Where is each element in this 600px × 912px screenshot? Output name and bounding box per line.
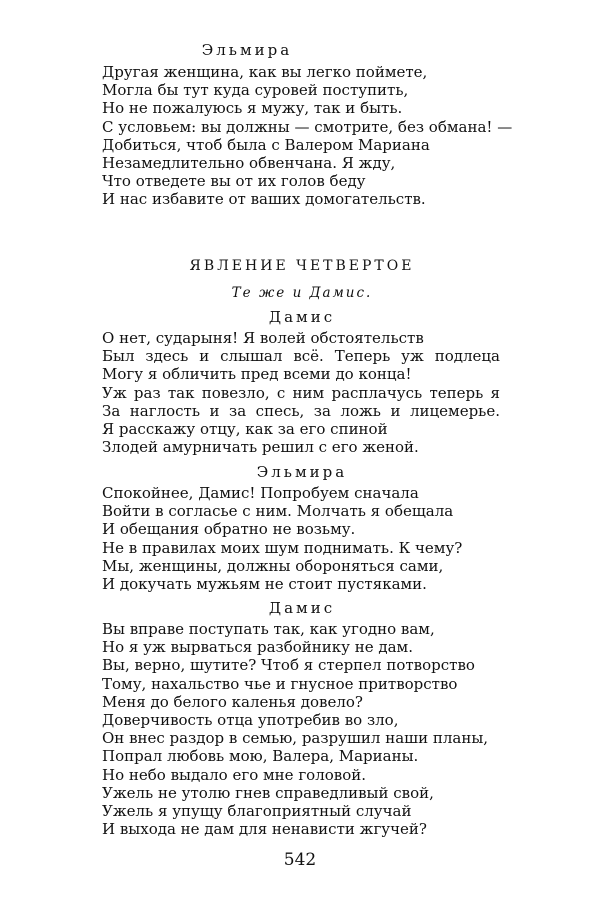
verse-line: Вы вправе поступать так, как угодно вам,: [102, 620, 435, 638]
verse-block: [102, 484, 522, 593]
speaker-name: Эльмира: [256, 463, 348, 481]
verse-line: Доверчивость отца употребив во зло,: [102, 711, 399, 730]
verse-line: И нас избавите от ваших домогательств.: [102, 190, 426, 209]
verse-line: Но не пожалуюсь я мужу, так и быть.: [102, 99, 403, 118]
verse-line: Но небо выдало его мне головой.: [102, 765, 367, 784]
page-number: 542: [283, 850, 317, 870]
verse-line: И докучать мужьям не стоит пустяками.: [102, 575, 427, 594]
verse-line: Злодей амурничать решил с его женой.: [102, 438, 419, 457]
verse-line: Ужель я упущу благоприятный случай: [102, 802, 412, 821]
verse-line: Вы, верно, шутите? Чтоб я стерпел потворство: [102, 656, 475, 675]
speaker-name: Дамис: [268, 599, 336, 617]
verse-block: [102, 63, 522, 209]
verse-line: И обещания обратно не возьму.: [102, 520, 356, 539]
speaker-name: Дамис: [268, 308, 336, 326]
verse-line: Добиться, чтоб была с Валером Мариана: [102, 135, 430, 154]
verse-line: За наглость и за спесь, за ложь и лицемерье.: [102, 401, 500, 420]
verse-line: Незамедлительно обвенчана. Я жду,: [102, 154, 396, 173]
verse-line: Был здесь и слышал всё. Теперь уж подлеца: [102, 347, 500, 366]
verse-block: [102, 329, 500, 456]
verse-line: Могу я обличить пред всеми до конца!: [102, 365, 412, 384]
verse-line: Тому, нахальство чье и гнусное притворство: [102, 674, 458, 693]
verse-block: [102, 620, 522, 838]
verse-line: Другая женщина, как вы легко поймете,: [102, 63, 428, 81]
verse-line: Я расскажу отцу, как за его спиной: [102, 420, 388, 439]
verse-line: Что отведете вы от их голов беду: [102, 172, 366, 191]
verse-line: Не в правилах моих шум поднимать. К чему?: [102, 538, 463, 557]
verse-line: С условьем: вы должны — смотрите, без обмана! —: [102, 117, 513, 136]
speaker-name: Эльмира: [201, 41, 293, 59]
verse-line: И выхода не дам для ненависти жгучей?: [102, 820, 427, 839]
verse-line: Могла бы тут куда суровей поступить,: [102, 81, 409, 100]
verse-line: Мы, женщины, должны обороняться сами,: [102, 556, 444, 575]
verse-line: Попрал любовь мою, Валера, Марианы.: [102, 747, 419, 766]
verse-line: Спокойнее, Дамис! Попробуем сначала: [102, 484, 419, 502]
stage-direction: Те же и Дамис.: [231, 285, 373, 301]
verse-line: О нет, сударыня! Я волей обстоятельств: [102, 329, 424, 347]
verse-line: Войти в согласье с ним. Молчать я обещала: [102, 502, 454, 521]
verse-line: Меня до белого каленья довело?: [102, 692, 363, 711]
verse-line: Он внес раздор в семью, разрушил наши планы,: [102, 729, 489, 748]
scene-title: ЯВЛЕНИЕ ЧЕТВЕРТОЕ: [189, 258, 415, 274]
verse-line: Ужель не утолю гнев справедливый свой,: [102, 783, 434, 802]
verse-line: Но я уж вырваться разбойнику не дам.: [102, 638, 413, 657]
verse-line: Уж раз так повезло, с ним расплачусь теперь я: [102, 383, 500, 402]
